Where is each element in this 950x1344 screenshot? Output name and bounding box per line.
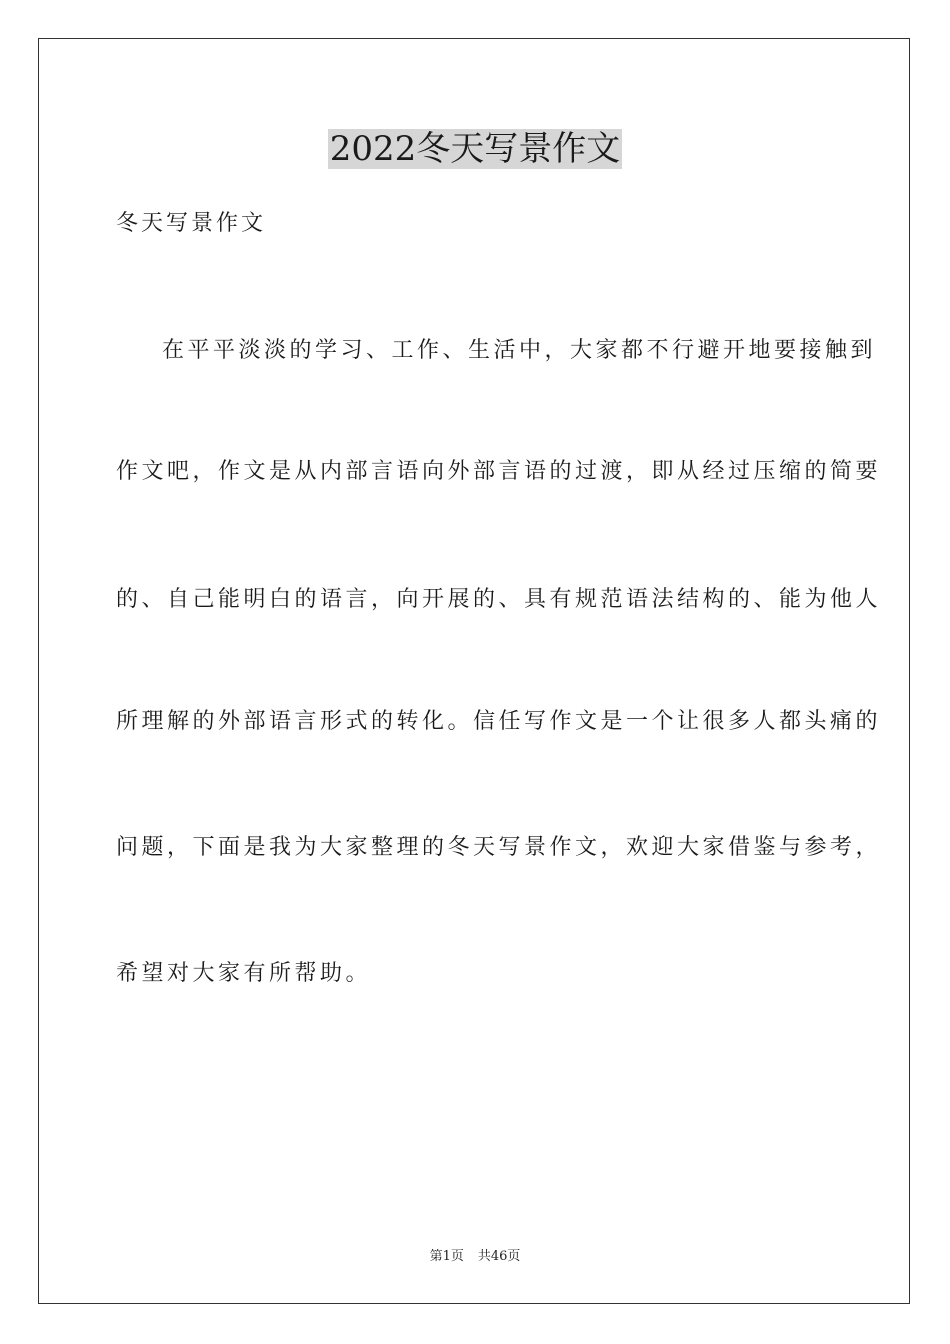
document-title-text: 2022冬天写景作文 [329,129,621,169]
paragraph-line-1: 在平平淡淡的学习、工作、生活中，大家都不行避开地要接触到 [162,338,877,363]
document-subtitle: 冬天写景作文 [116,211,267,236]
page-footer [0,1248,950,1266]
page-number: 第1页 [429,1249,464,1264]
paragraph-line-3: 的、自己能明白的语言，向开展的、具有规范语法结构的、能为他人 [116,587,882,612]
page-total: 共46页 [477,1249,521,1264]
paragraph-line-2: 作文吧，作文是从内部言语向外部言语的过渡，即从经过压缩的简要 [116,459,882,484]
paragraph-line-6: 希望对大家有所帮助。 [116,961,372,986]
paragraph-line-5: 问题，下面是我为大家整理的冬天写景作文，欢迎大家借鉴与参考， [116,835,882,860]
paragraph-line-4: 所理解的外部语言形式的转化。信任写作文是一个让很多人都头痛的 [116,709,882,734]
document-title [0,126,950,172]
